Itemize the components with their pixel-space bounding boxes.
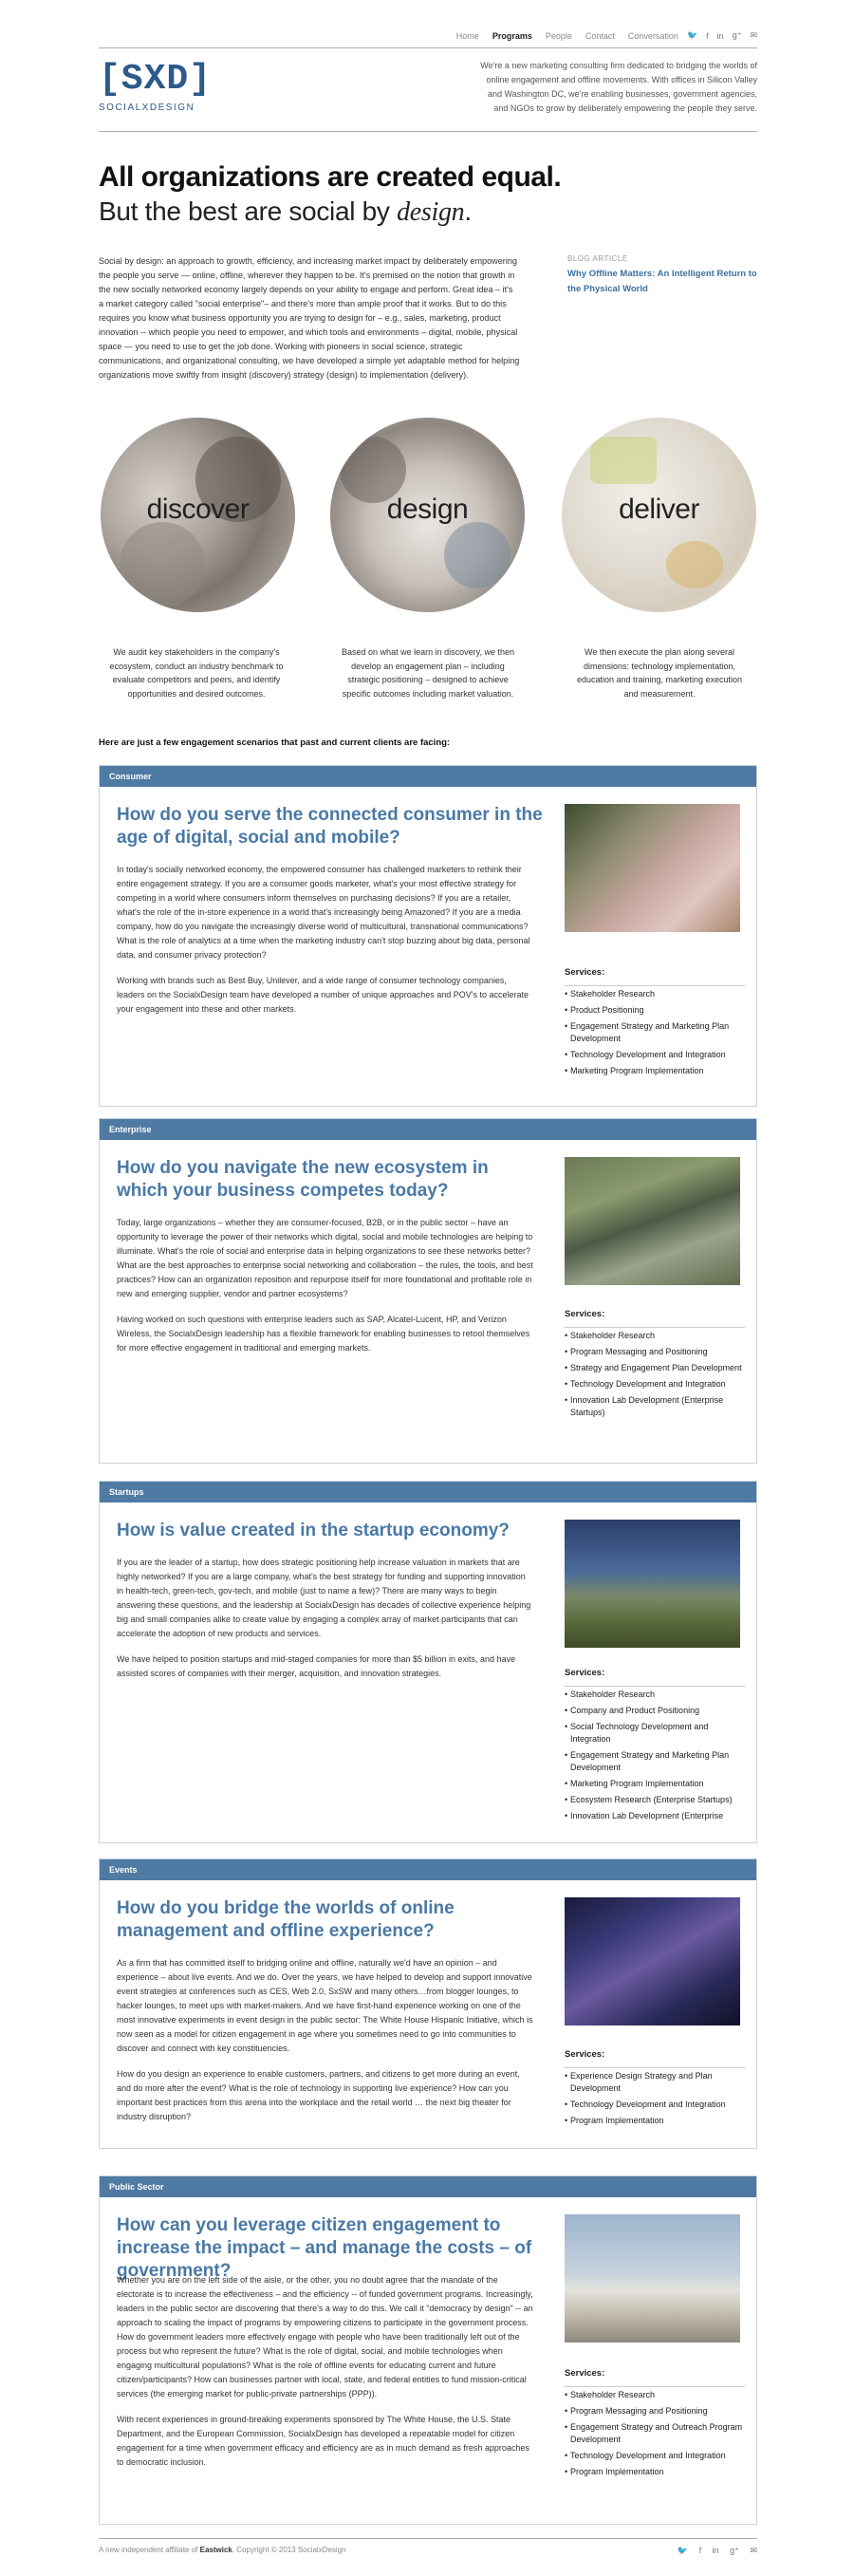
logo-wordmark: SOCIALXDESIGN [99,103,195,113]
service-item: • Marketing Program Implementation [565,1776,745,1792]
section-enterprise [99,1118,757,1464]
service-item: • Program Implementation [565,2113,745,2129]
service-item: • Strategy and Engagement Plan Development [565,1360,745,1376]
service-item: • Technology Development and Integration [565,1376,745,1392]
nav-people[interactable]: People [545,30,572,41]
services-title: Services: [565,2049,605,2060]
header-tagline: We're a new marketing consulting firm dedicated to bridging the worlds of online engagement and offline movements. With offices in Silicon Valley and Washington DC, we're enabling businesses, government agencies, and NGOs to grow by deliberately empowering the people they serve. [480,61,757,113]
section-label: Startups [100,1482,756,1503]
service-item: • Innovation Lab Development (Enterprise [565,1808,745,1824]
scenarios-intro: Here are just a few engagement scenarios that past and current clients are facing: [99,737,451,748]
services-block [565,2049,745,2129]
section-title: How do you serve the connected consumer in the age of digital, social and mobile? [117,805,543,848]
service-item: • Program Messaging and Positioning [565,1344,745,1360]
services-block [565,1309,745,1421]
services-title: Services: [565,2368,605,2379]
googleplus-icon[interactable]: g⁺ [730,2546,739,2555]
intro-paragraph: Social by design: an approach to growth, efficiency, and increasing market impact by deliberately empowering the people you serve — online, offline, wherever they happen to be. It's premised on the notion that growth in the new socially networked economy largely depends on your ability to engage and perform. Great idea – it's a market category called "social enterprise"– and there's more than ample proof that it works. But to do this requires you know what business opportunity you are trying to design for – e.g., sales, marketing, product innovation -- which people you need to empower, and which tools and environments – digital, mobile, physical space — you need to use to get the job done. Working with pioneers in social science, strategic communications, and organizational consulting, we have developed a simple yet adaptable method for helping organizations move swiftly from insight (discovery) strategy (design) to implementation (delivery). [99,256,520,380]
services-title: Services: [565,967,605,978]
twitter-icon[interactable]: 🐦 [677,2546,689,2555]
section-body [117,863,534,1017]
service-item: • Engagement Strategy and Marketing Plan Development [565,1018,745,1047]
section-paragraph: Working with brands such as Best Buy, Unilever, and a wide range of consumer technology companies, leaders on the SocialxDesign team have developed a number of unique approaches and POV's to accelerate your engagement into these and other markets. [117,976,529,1014]
section-label: Enterprise [100,1119,756,1140]
email-icon[interactable]: ✉ [750,2546,757,2555]
service-item: • Technology Development and Integration [565,2097,745,2113]
section-paragraph: Having worked on such questions with enterprise leaders such as SAP, Alcatel-Lucent, HP, and Verizon Wireless, the SocialxDesign leadership has a flexible framework for enabling businesses to retool themselves for more effective engagement in traditional and emerging markets. [117,1315,530,1353]
section-image-conference [565,1897,740,2025]
footer-brand-link[interactable]: Eastwick [199,2546,232,2554]
services-title: Services: [565,1309,605,1319]
process-captions [99,645,757,712]
facebook-icon[interactable]: f [698,2546,702,2555]
section-paragraph: With recent experiences in ground-breaking experiments sponsored by The White House, the U.S. State Department, and the European Commission, SocialxDesign has developed a repeatable model for citizen engagement for a time when government efficacy and efficiency are as in much demand as fresh approaches to democratic inclusion. [117,2415,529,2467]
services-block [565,2368,745,2480]
service-item: • Technology Development and Integration [565,2448,745,2464]
twitter-icon[interactable]: 🐦 [686,30,698,40]
service-item: • Stakeholder Research [565,1328,745,1344]
section-image-campus [565,1157,740,1285]
section-label: Events [100,1859,756,1880]
section-label: Public Sector [100,2176,756,2197]
service-item: • Marketing Program Implementation [565,1063,745,1079]
service-item: • Experience Design Strategy and Plan Development [565,2068,745,2097]
hero-title: All organizations are created equal. [99,161,562,193]
services-list [565,2067,745,2129]
section-paragraph: We have helped to position startups and mid-staged companies for more than $5 billion in exits, and have assisted scores of companies with their merger, acquisition, and innovation strategies. [117,1654,516,1678]
top-navigation [99,27,757,47]
section-image-capitol [565,2214,740,2343]
services-list [565,985,745,1079]
discover-caption: We audit key stakeholders in the company's ecosystem, conduct an industry benchmark to evaluate competitors and peers, and identify opportunities and desired outcomes. [109,647,284,699]
service-item: • Stakeholder Research [565,2387,745,2403]
facebook-icon[interactable]: f [706,30,709,41]
logo-mark: [SXD] [99,59,213,100]
blog-article-link[interactable]: Why Offline Matters: An Intelligent Return to the Physical World [567,269,757,294]
section-title: How is value created in the startup economy? [117,1521,510,1540]
googleplus-icon[interactable]: g⁺ [732,30,742,40]
service-item: • Stakeholder Research [565,1687,745,1703]
footer-lead: A new independent affiliate of [99,2546,200,2554]
top-divider [99,47,757,48]
service-item: • Company and Product Positioning [565,1703,745,1719]
section-image-telescope [565,1520,740,1648]
nav-programs[interactable]: Programs [492,30,532,41]
hero-subtitle: But the best are social by design. [99,196,472,227]
service-item: • Social Technology Development and Integration [565,1719,745,1747]
footer [99,2546,757,2554]
section-public-sector [99,2175,757,2525]
section-label: Consumer [100,766,756,787]
header-divider [99,131,757,132]
section-title: How can you leverage citizen engagement to increase the impact – and manage the costs – of government? [117,2215,532,2281]
service-item: • Program Implementation [565,2464,745,2480]
section-paragraph: How do you design an experience to enable customers, partners, and citizens to get more during an event, and do more after the event? What is the role of technology in supporting live experience? How can you important best practices from this arena into the workplace and the retail world … the next big theater for industry disruption? [117,2069,520,2121]
design-word: design [386,494,469,525]
linkedin-icon[interactable]: in [712,2546,719,2555]
service-item: • Engagement Strategy and Marketing Plan Development [565,1747,745,1776]
email-icon[interactable]: ✉ [750,30,757,40]
section-consumer [99,765,757,1107]
service-item: • Stakeholder Research [565,986,745,1002]
footer-divider [99,2538,757,2539]
deliver-word: deliver [619,494,699,525]
site-logo[interactable] [99,59,213,113]
design-caption: Based on what we learn in discovery, we then develop an engagement plan – including strategic positioning – designed to achieve specific outcomes including market valuation. [342,647,514,699]
service-item: • Engagement Strategy and Outreach Program Development [565,2419,745,2448]
service-item: • Technology Development and Integration [565,1047,745,1063]
deliver-caption: We then execute the plan along several dimensions: technology implementation, education and training, marketing execution and measurement. [576,647,743,699]
services-block [565,967,745,1079]
section-paragraph: Whether you are on the left side of the aisle, or the other, you no doubt agree that the mandate of the electorate is to increase the effectiveness – and the efficiency -- of funded government programs. Increasingly, leaders in the public sector are discovering that there's a way to do this. We call it "democracy by design" -- an approach to scaling the impact of programs by empowering citizens to participate in the government process. How do government leaders more effectively engage with people who have been traditionally left out of the process but who represent the future? What is the role of digital, social, and mobile technologies when engaging multicultural populations? What is the role of offline events for educating current and future citizen/participants? How can businesses partner with local, state, and federal entities to fund mission-critical services (the emerging market for public-private partnerships (PPP)). [117,2275,533,2399]
service-item: • Innovation Lab Development (Enterprise Startups) [565,1392,745,1421]
section-paragraph: As a firm that has committed itself to bridging online and offline, naturally we'd have an opinion – and experience – about live events. And we do. Over the years, we have helped to develop and support innovative event strategies at conferences such as CES, Web 2.0, SxSW and many others…from blogger lounges, to hacker lounges, to meet ups with market-makers. And we have first-hand experience working on one of the most innovative experiments in event design in the public sector: The White House Hispanic Initiative, which is now seen as a model for citizen engagement in age where you sometimes need to go into communities to discover and connect with key constituencies. [117,1958,533,2053]
linkedin-icon[interactable]: in [716,30,724,41]
section-body [117,1556,534,1681]
discover-word: discover [146,494,250,525]
nav-home[interactable]: Home [455,30,479,41]
service-item: • Product Positioning [565,1002,745,1018]
section-startups [99,1481,757,1843]
section-title: How do you navigate the new ecosystem in which your business competes today? [117,1158,489,1201]
nav-links [443,30,757,41]
section-paragraph: If you are the leader of a startup, how does strategic positioning help increase valuation in markets that are highly networked? If you are a large company, what's the best strategy for funding and supporting innovation in health-tech, green-tech, gov-tech, and mobile (just to name a few)? There are many ways to begin answering these questions, and the leadership at SocialxDesign has decades of collective experience helping big and small companies alike to create value by engaging a complex array of market participants that can accelerate the adoption of new products and services. [117,1558,531,1638]
section-paragraph: In today's socially networked economy, the empowered consumer has challenged marketers to rethink their entire engagement strategy. If you are a consumer goods marketer, what's your most effective strategy for competing in a world where consumers inform themselves on purchasing decisions? If you are a retailer, what's the role of the in-store experience in a world that's increasingly being Amazoned? If you are a media company, how do you navigate the increasingly diverse world of multicultural, transnational communications? What is the role of analytics at a time when the marketing industry can't stop buzzing about big data, personal data, and consumer privacy protection? [117,865,530,960]
service-item: • Program Messaging and Positioning [565,2403,745,2419]
design-circle [330,418,525,612]
services-list [565,1686,745,1824]
section-paragraph: Today, large organizations – whether they are consumer-focused, B2B, or in the public sector – have an opportunity to leverage the power of their networks which digital, social and mobile technologies are helping to illuminate. What's the role of social and enterprise data in helping organizations to see these networks better? What are the best approaches to enterprise social networking and collaboration – the rules, the tools, and best practices? How can an organization reposition and repurpose itself for more foundational and profitable role in new and emerging supplier, vendor and partner ecosystems? [117,1218,533,1298]
section-image-shopping [565,804,740,932]
process-circles [99,418,757,636]
section-events [99,1858,757,2149]
section-body [117,1216,534,1355]
discover-circle [101,418,295,612]
section-body [117,2273,534,2470]
blog-teaser [567,254,767,297]
services-block [565,1668,745,1824]
services-list [565,1327,745,1421]
nav-conversation[interactable]: Conversation [627,30,678,41]
blog-label: BLOG ARTICLE [567,254,628,263]
services-title: Services: [565,1668,605,1678]
footer-copyright: . Copyright © 2013 SocialxDesign [232,2546,346,2554]
service-item: • Ecosystem Research (Enterprise Startups) [565,1792,745,1808]
footer-social [669,2546,757,2556]
services-list [565,2386,745,2480]
deliver-circle [562,418,756,612]
nav-contact[interactable]: Contact [585,30,615,41]
section-body [117,1956,534,2124]
section-title: How do you bridge the worlds of online management and offline experience? [117,1898,455,1941]
